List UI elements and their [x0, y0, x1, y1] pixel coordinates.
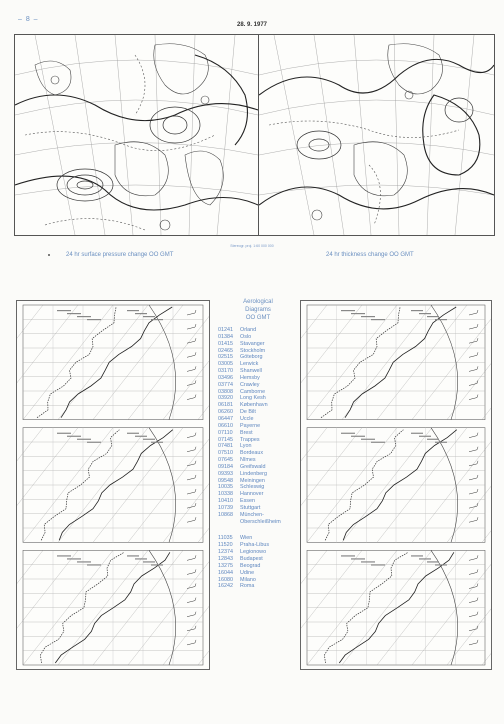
thickness-change-map [258, 34, 495, 236]
station-code: 07145 [218, 436, 233, 443]
station-row [218, 549, 298, 556]
station-name: Stockholm [240, 347, 266, 354]
station-name: Hemsby [240, 374, 260, 381]
station-code: 06610 [218, 422, 233, 429]
station-name: Nîmes [240, 457, 256, 464]
station-code: 11520 [218, 542, 233, 549]
station-name: Essen [240, 498, 255, 505]
station-name: München- [240, 511, 264, 518]
station-row [218, 348, 298, 355]
station-row [218, 450, 298, 457]
station-row [218, 361, 298, 368]
station-name: Oslo [240, 333, 252, 340]
station-code: 01415 [218, 340, 233, 347]
station-name: Stavanger [240, 340, 265, 347]
station-row [218, 556, 298, 563]
heading-line-3: OO GMT [245, 315, 271, 321]
station-code: 09548 [218, 477, 233, 484]
station-list-panel [218, 298, 298, 590]
station-name: Meiningen [240, 477, 265, 484]
station-row [218, 498, 298, 505]
station-name: Schleswig [240, 484, 265, 491]
station-row [218, 471, 298, 478]
station-name: Wien [240, 535, 253, 542]
station-code: 06447 [218, 415, 233, 422]
station-name: De Bilt [240, 409, 256, 416]
station-row [218, 354, 298, 361]
station-code: 16080 [218, 576, 233, 583]
station-code: 09393 [218, 470, 233, 477]
station-row [218, 464, 298, 471]
station-code: 03920 [218, 395, 233, 402]
station-code: 07110 [218, 429, 233, 436]
station-code: 07645 [218, 457, 233, 464]
station-code: 16242 [218, 583, 233, 590]
station-row [218, 375, 298, 382]
station-code: 07481 [218, 443, 233, 450]
station-name: Brest [240, 429, 253, 436]
station-code: 02465 [218, 347, 233, 354]
station-name: Legionowo [240, 549, 267, 556]
aerological-diagrams-right [300, 300, 492, 670]
station-row [218, 382, 298, 389]
station-row [218, 430, 298, 437]
station-code: 12843 [218, 556, 233, 562]
station-row [218, 542, 298, 549]
station-row [218, 484, 298, 491]
station-code: 12374 [218, 549, 233, 556]
station-code: 01241 [218, 327, 233, 333]
station-name: Crawley [240, 381, 260, 388]
station-name: Udine [240, 569, 255, 576]
aerological-diagrams-left [16, 300, 210, 670]
station-name: Camborne [240, 388, 266, 395]
bullet-mark [48, 254, 50, 256]
station-name: Bordeaux [240, 450, 264, 457]
station-name: Praha-Libus [240, 542, 270, 549]
station-name: Hannover [240, 491, 264, 498]
station-list-group-1 [218, 327, 298, 525]
station-code: 02515 [218, 354, 233, 361]
station-row [218, 570, 298, 577]
station-row [218, 389, 298, 396]
station-row [218, 457, 298, 464]
station-code: 10338 [218, 491, 233, 498]
station-name: Beograd [240, 562, 261, 569]
station-code: 06181 [218, 402, 233, 409]
station-name: Lerwick [240, 361, 259, 368]
station-code: 10739 [218, 504, 233, 511]
station-name: Orland [240, 327, 257, 333]
station-name: Milano [240, 576, 256, 583]
station-row [218, 583, 298, 590]
station-code: 09184 [218, 463, 233, 470]
station-row [218, 505, 298, 512]
station-name: Roma [240, 583, 255, 590]
station-row [218, 423, 298, 430]
station-code: 03774 [218, 381, 233, 388]
map-scale-note: Stereogr. proj. 1:60 000 000 [230, 244, 274, 248]
surface-pressure-change-map [14, 34, 259, 236]
station-name: Uccle [240, 415, 254, 422]
station-code: 03170 [218, 368, 233, 375]
station-row [218, 577, 298, 584]
heading-line-1: Aerological [243, 299, 273, 305]
page-date: 28. 9. 1977 [236, 22, 268, 28]
station-row [218, 491, 298, 498]
station-row [218, 402, 298, 409]
station-row [218, 416, 298, 423]
station-code: 10035 [218, 484, 233, 491]
station-name: Göteborg [240, 354, 263, 361]
surface-pressure-caption: 24 hr surface pressure change OO GMT [66, 252, 174, 258]
station-row [218, 512, 298, 519]
station-code: 10868 [218, 511, 233, 518]
station-code: 03005 [218, 361, 233, 368]
station-list-group-2 [218, 535, 298, 590]
station-row [218, 519, 298, 526]
station-code: 11035 [218, 535, 233, 542]
station-code: 07510 [218, 450, 233, 457]
station-code: 03496 [218, 374, 233, 381]
station-code: 16044 [218, 569, 233, 576]
station-row [218, 368, 298, 375]
station-row [218, 409, 298, 416]
station-name: Stuttgart [240, 504, 261, 511]
page-number: – 8 – [18, 16, 39, 23]
station-row [218, 341, 298, 348]
station-row [218, 443, 298, 450]
station-code: 03808 [218, 388, 233, 395]
station-row [218, 535, 298, 542]
station-name: Oberschleißheim [240, 518, 281, 525]
station-row [218, 437, 298, 444]
station-name: Lyon [240, 443, 252, 450]
station-name: Payerne [240, 422, 261, 429]
thickness-caption: 24 hr thickness change OO GMT [326, 252, 414, 258]
station-code: 10410 [218, 498, 233, 505]
station-name: Lindenberg [240, 470, 267, 477]
station-code: 06260 [218, 409, 233, 416]
station-name: Long Kesh [240, 395, 266, 402]
station-name: Shanwell [240, 368, 262, 375]
station-name: København [240, 402, 268, 409]
station-code: 01384 [218, 333, 233, 340]
station-name: Greifswald [240, 463, 266, 470]
station-row [218, 563, 298, 570]
heading-line-2: Diagrams [245, 307, 271, 313]
station-row [218, 478, 298, 485]
station-name: Trappes [240, 436, 260, 443]
station-name: Budapest [240, 556, 263, 562]
station-code: 13275 [218, 562, 233, 569]
station-row [218, 395, 298, 402]
station-row [218, 334, 298, 341]
station-row [218, 327, 298, 334]
